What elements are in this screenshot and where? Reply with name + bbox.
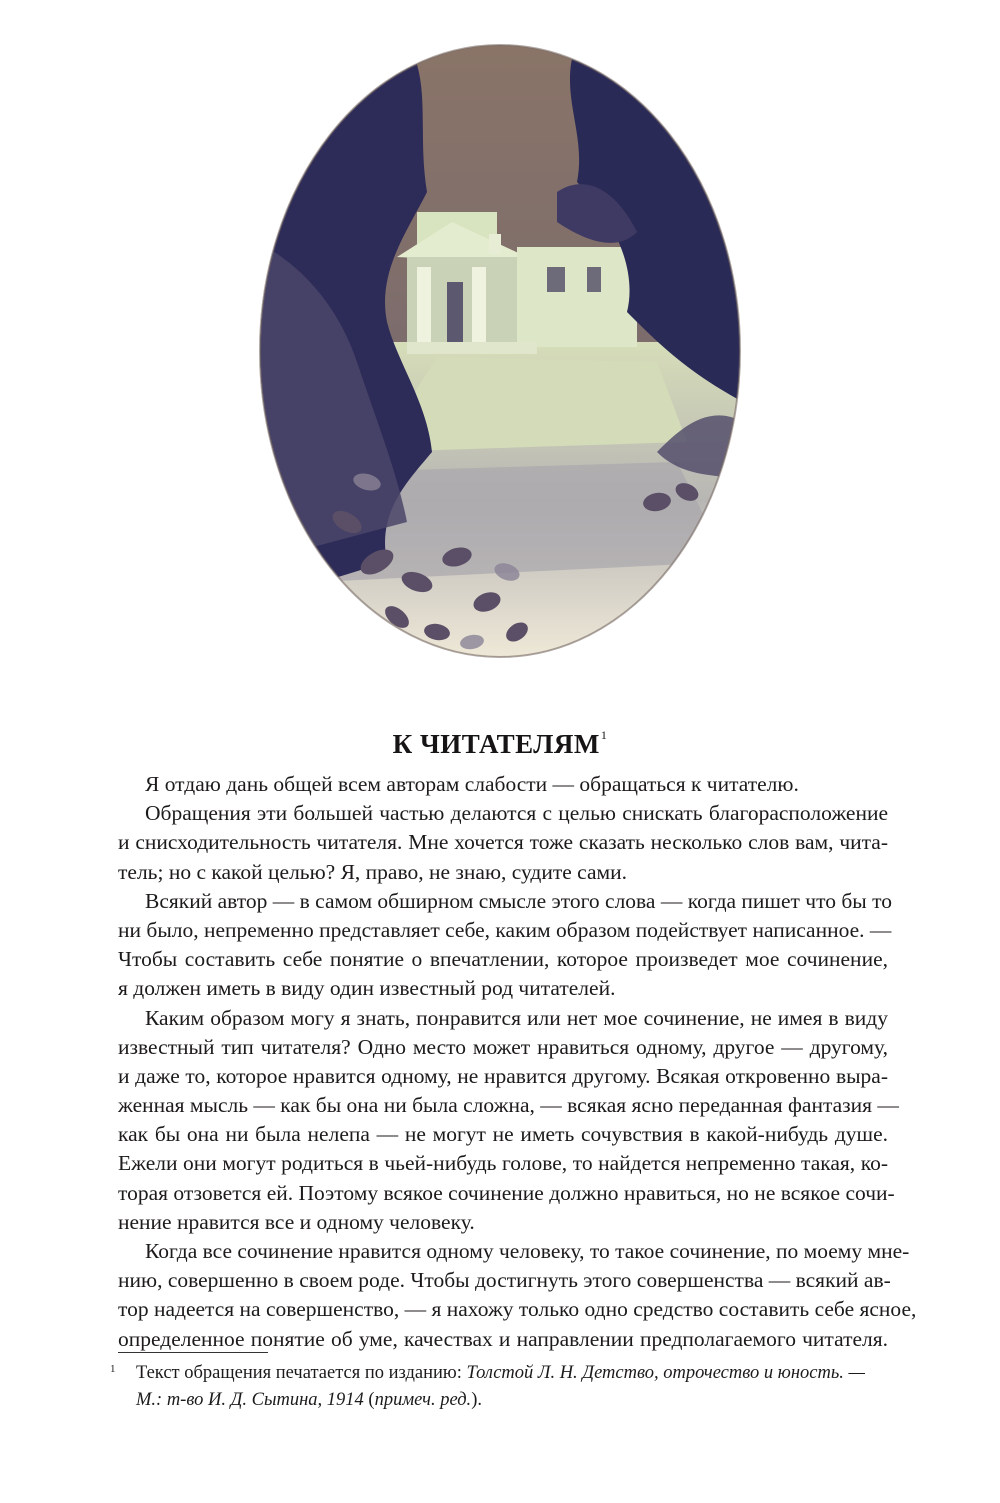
text-line: и снисходительность читателя. Мне хочется тоже сказать несколько слов вам, чита- <box>118 830 888 855</box>
footnote <box>110 1360 898 1414</box>
footnote-paren-close: ). <box>471 1390 482 1410</box>
footnote-divider <box>118 1352 268 1353</box>
text-line: и даже то, которое нравится одному, не нравится другому. Всякая откровенно выра- <box>118 1063 888 1088</box>
text-line: Я отдаю дань общей всем авторам слабости — обращаться к читателю. <box>145 772 799 796</box>
footnote-line-2 <box>118 1387 898 1414</box>
text-line: Всякий автор — в самом обширном смысле этого слова — когда пишет что бы то <box>145 888 892 913</box>
paragraph-4 <box>118 1004 899 1238</box>
chapter-title <box>0 728 1000 760</box>
text-line: я должен иметь в виду один известный род читателей. <box>118 976 616 1001</box>
paragraph-5 <box>118 1237 917 1354</box>
paragraph-2 <box>118 799 888 887</box>
text-line: Когда все сочинение нравится одному человеку, то такое сочинение, по моему мне- <box>145 1239 910 1263</box>
footnote-reference[interactable]: 1 <box>600 728 608 742</box>
body-text <box>118 770 917 1354</box>
footnote-text: Текст обращения печатается по изданию: <box>136 1363 467 1383</box>
text-line: ни было, непременно представляет себе, каким образом подействует написанное. — <box>118 917 892 942</box>
watercolor-vignette-image <box>257 42 743 660</box>
paragraph-1 <box>118 770 888 799</box>
footnote-editor-note: примеч. ред. <box>374 1390 472 1410</box>
text-line: известный тип читателя? Одно место может нравиться одному, другое — другому, <box>118 1034 888 1059</box>
text-line: как бы она ни была нелепа — не могут не иметь сочувствия в какой-нибудь душе. <box>118 1122 888 1147</box>
oval-illustration-manor-house <box>257 42 743 660</box>
footnote-paren-open: ( <box>368 1390 375 1410</box>
text-line: Обращения эти большей частью делаются с целью снискать благорасположение <box>145 801 888 826</box>
text-line: женная мысль — как бы она ни была сложна, — всякая ясно переданная фантазия — <box>118 1093 899 1118</box>
text-line: определенное понятие об уме, качествах и направлении предполагаемого читателя. <box>118 1326 888 1351</box>
footnote-publisher: М.: т-во И. Д. Сытина, 1914 <box>136 1390 369 1410</box>
footnote-line-1 <box>118 1360 898 1387</box>
text-line: нение нравится все и одному человеку. <box>118 1209 475 1234</box>
chapter-title-text: К ЧИТАТЕЛЯМ <box>392 729 600 759</box>
text-line: Чтобы составить себе понятие о впечатлении, которое произведет мое сочинение, <box>118 947 888 972</box>
text-line: тель; но с какой целью? Я, право, не знаю, судите сами. <box>118 859 627 884</box>
footnote-citation: Толстой Л. Н. Детство, отрочество и юность. — <box>466 1363 865 1383</box>
text-line: тор надеется на совершенство, — я нахожу только одно средство составить себе ясное, <box>118 1297 917 1322</box>
footnote-mark: 1 <box>110 1363 116 1375</box>
text-line: Ежели они могут родиться в чьей-нибудь голове, то найдется непременно такая, ко- <box>118 1151 888 1176</box>
text-line: торая отзовется ей. Поэтому всякое сочинение должно нравиться, но не всякое сочи- <box>118 1180 895 1205</box>
text-line: нию, совершенно в своем роде. Чтобы достигнуть этого совершенства — всякий ав- <box>118 1268 891 1293</box>
text-line: Каким образом могу я знать, понравится или нет мое сочинение, не имея в виду <box>145 1005 888 1030</box>
paragraph-3 <box>118 887 892 1004</box>
